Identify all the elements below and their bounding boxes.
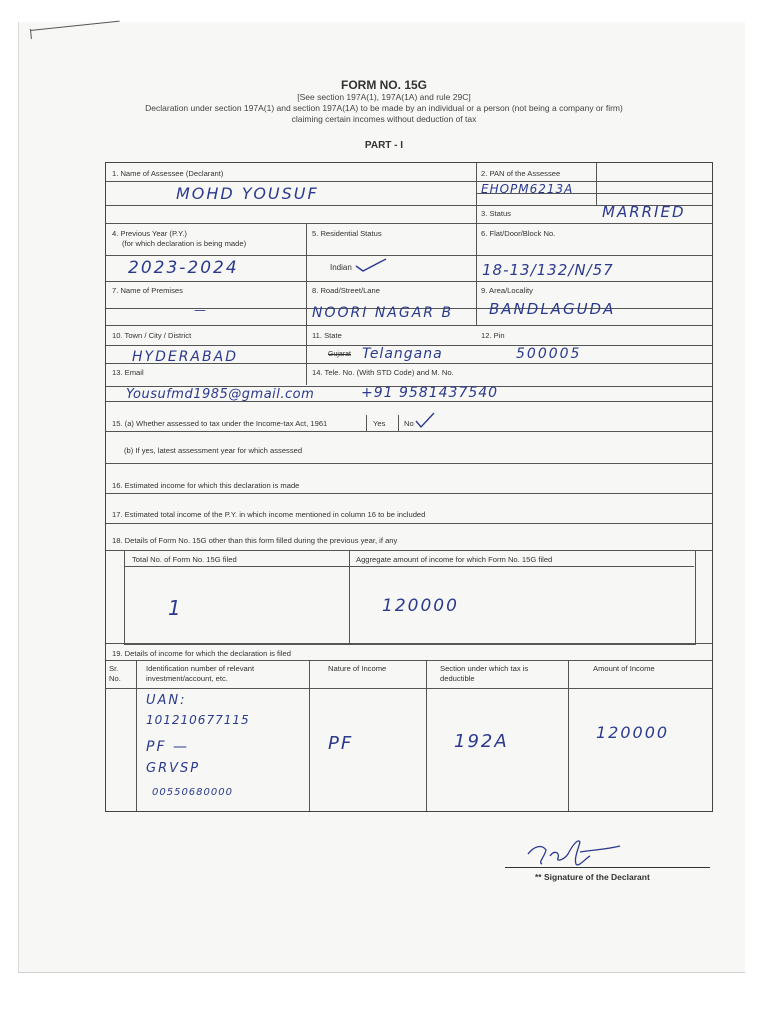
- form-15g-table: [105, 162, 713, 812]
- f18-value-1: 1: [168, 596, 183, 620]
- f5-label: 5. Residential Status: [312, 229, 382, 238]
- f8-label: 8. Road/Street/Lane: [312, 286, 380, 295]
- signature-label: ** Signature of the Declarant: [535, 872, 650, 882]
- f3-value: MARRIED: [602, 203, 686, 221]
- declaration-line-1: Declaration under section 197A(1) and section 197A(1A) to be made by an individual or a person (not being a company or firm): [145, 103, 623, 113]
- t19-ident-line-5: 00550680000: [152, 787, 233, 798]
- f7-value: —: [194, 303, 208, 317]
- f16-label: 16. Estimated income for which this declaration is made: [112, 481, 300, 490]
- f15a-no: No: [404, 419, 414, 428]
- f2-label: 2. PAN of the Assessee: [481, 169, 561, 178]
- t19-header-amount: Amount of Income: [593, 664, 655, 673]
- checkmark-icon: [414, 411, 436, 429]
- f18-value-2: 120000: [382, 596, 459, 616]
- f13-label: 13. Email: [112, 368, 144, 377]
- f1-label: 1. Name of Assessee (Declarant): [112, 169, 224, 178]
- t19-amount-value: 120000: [596, 723, 670, 742]
- f10-label: 10. Town / City / District: [112, 331, 192, 340]
- f9-value: BANDLAGUDA: [489, 300, 616, 318]
- t19-header-nature: Nature of Income: [328, 664, 387, 673]
- t19-section-value: 192A: [454, 731, 509, 752]
- f18-label: 18. Details of Form No. 15G other than this form filled during the previous year, if any: [112, 536, 398, 545]
- checkmark-icon: [354, 257, 388, 273]
- t19-header-section-2: deductible: [440, 674, 475, 683]
- f4-label-2: (for which declaration is being made): [122, 239, 247, 248]
- f5-value: Indian: [330, 263, 352, 272]
- t19-nature-value: PF: [328, 733, 354, 754]
- f17-label: 17. Estimated total income of the P.Y. in which income mentioned in column 16 to be included: [112, 510, 426, 519]
- f12-label: 12. Pin: [481, 331, 505, 340]
- f4-value: 2023-2024: [128, 258, 239, 278]
- f13-value: Yousufmd1985@gmail.com: [126, 387, 315, 402]
- t19-ident-line-1: UAN:: [146, 693, 187, 708]
- f14-value: +91 9581437540: [361, 385, 499, 401]
- f15a-yes: Yes: [373, 419, 386, 428]
- f1-value: MOHD YOUSUF: [176, 184, 319, 203]
- see-section-text: [See section 197A(1), 197A(1A) and rule 29C]: [297, 92, 471, 102]
- f15b-label: (b) If yes, latest assessment year for which assessed: [124, 446, 303, 455]
- form-title: FORM NO. 15G: [340, 78, 427, 92]
- f8-value: NOORI NAGAR B: [312, 305, 454, 321]
- t19-header-ident-2: investment/account, etc.: [146, 674, 228, 683]
- f11-value: Telangana: [362, 346, 443, 362]
- f4-label: 4. Previous Year (P.Y.): [112, 229, 187, 238]
- t19-header-no: No.: [109, 674, 121, 683]
- t19-ident-line-4: GRVSP: [146, 761, 201, 776]
- f19-label: 19. Details of income for which the declaration is filed: [112, 649, 291, 658]
- t19-header-section-1: Section under which tax is: [440, 664, 529, 673]
- f3-label: 3. Status: [481, 209, 511, 218]
- t19-header-ident-1: Identification number of relevant: [146, 664, 255, 673]
- part-heading: PART - I: [364, 140, 404, 151]
- f6-label: 6. Flat/Door/Block No.: [481, 229, 556, 238]
- t19-ident-line-3: PF —: [146, 739, 189, 755]
- f11-struck-text: Gujarat: [328, 351, 351, 358]
- f6-value: 18-13/132/N/57: [482, 261, 614, 279]
- f7-label: 7. Name of Premises: [112, 286, 183, 295]
- signature-line: [505, 867, 710, 868]
- t19-ident-line-2: 101210677115: [146, 713, 250, 727]
- f18-col2-header: Aggregate amount of income for which Form No. 15G filed: [356, 555, 553, 564]
- f11-label: 11. State: [312, 331, 342, 340]
- t19-header-sr: Sr.: [109, 664, 119, 673]
- declaration-line-2: claiming certain incomes without deduction of tax: [291, 114, 477, 124]
- f2-value: EHOPM6213A: [481, 182, 574, 196]
- f15a-label: 15. (a) Whether assessed to tax under the Income-tax Act, 1961: [112, 419, 328, 428]
- signature-image: [520, 828, 630, 870]
- f18-col1-header: Total No. of Form No. 15G filed: [132, 555, 237, 564]
- f10-value: HYDERABAD: [132, 349, 238, 365]
- f12-value: 500005: [516, 346, 582, 362]
- f14-label: 14. Tele. No. (With STD Code) and M. No.: [312, 368, 454, 377]
- form-header: [0, 78, 768, 125]
- f9-label: 9. Area/Locality: [481, 286, 533, 295]
